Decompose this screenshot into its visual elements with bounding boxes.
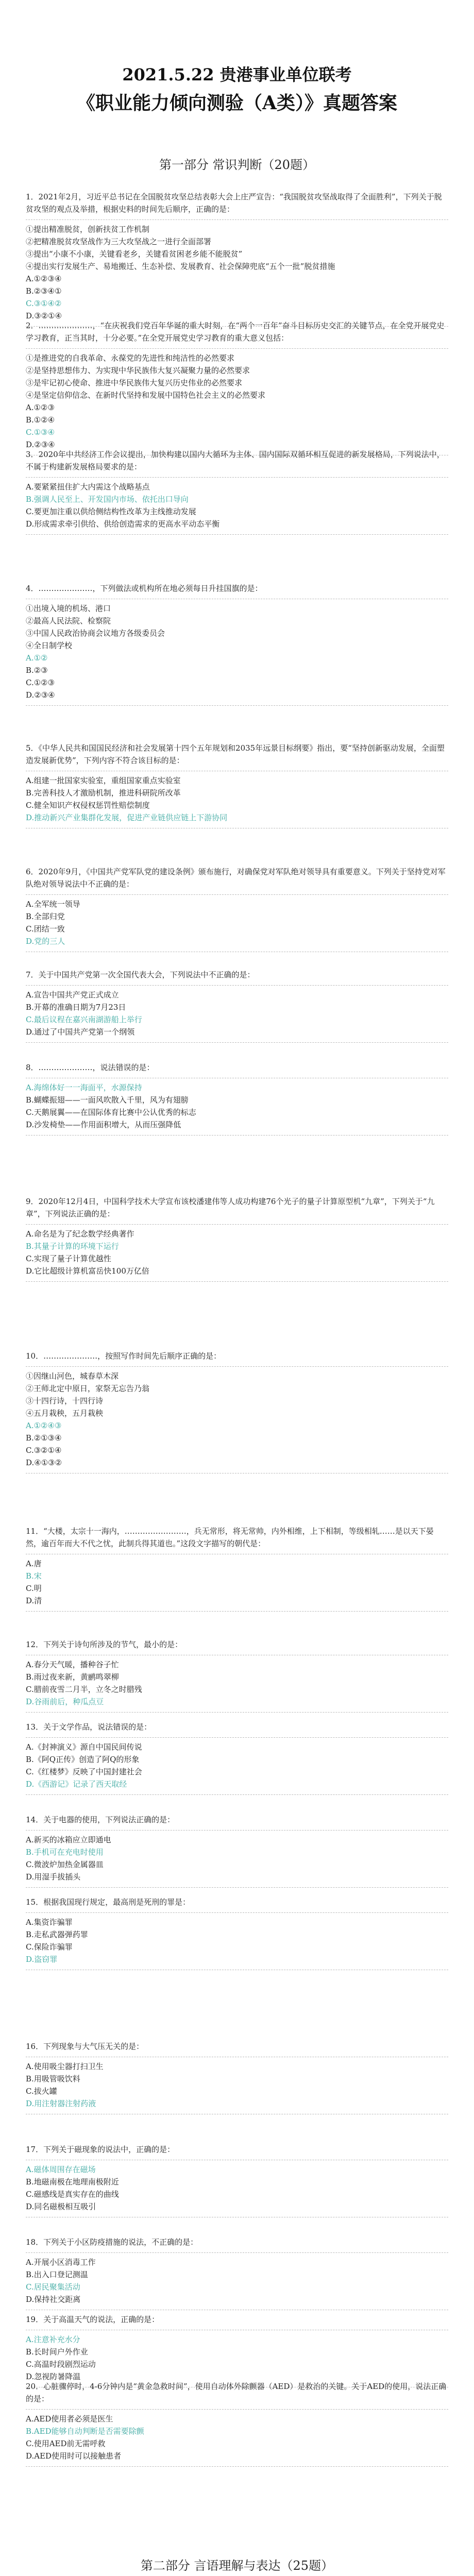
question-stem: 1．2021年2月，习近平总书记在全国脱贫攻坚总结表彰大会上庄严宣告：“我国脱贫攻坚战取得了全面胜利”，下列关于脱贫攻坚的观点及举措，根据史料的时间先后顺序，正确的是：: [26, 192, 442, 214]
question-11: [26, 1525, 448, 1615]
question-stem: 8．…………………，说法错误的是：: [26, 1063, 155, 1072]
answer-choice: A.开展小区消毒工作: [26, 2258, 96, 2267]
dashed-divider: [26, 1042, 448, 1043]
answer-choice: D.④①③②: [26, 1458, 62, 1467]
answer-choice: B.②①③④: [26, 1433, 62, 1443]
statement-item: ②把精准脱贫攻坚战作为三大攻坚战之一进行全面部署: [26, 237, 212, 246]
answer-choice: A.①②③: [26, 403, 55, 412]
answer-choice: B.雨过夜来新，黄鹂鸣翠柳: [26, 1672, 119, 1682]
answer-choice: C.团结一致: [26, 924, 65, 934]
answer-choice: B.②③: [26, 666, 48, 675]
question-9: [26, 1195, 448, 1285]
answer-choice: A.新买的冰箱应立即通电: [26, 1835, 111, 1844]
answer-choice: A.使用吸尘器打扫卫生: [26, 2062, 104, 2071]
question-7: [26, 969, 448, 1046]
answer-choice: B.出入口登记测温: [26, 2270, 88, 2279]
answer-choice: B.开幕的准确日期为7月23日: [26, 1003, 126, 1012]
answer-choice-correct: D.党的三人: [26, 937, 65, 946]
question-18: [26, 2236, 448, 2313]
answer-choice-correct: D.谷雨前后，种瓜点豆: [26, 1697, 104, 1706]
answer-choice-correct: A.①②: [26, 653, 48, 663]
answer-choice: C.天鹅展翼——在国际体育比赛中公认优秀的标志: [26, 1108, 196, 1117]
answer-choice-correct: B.AED能够自动判断是否需要除颤: [26, 2427, 144, 2436]
question-stem: 9．2020年12月4日，中国科学技术大学宣布该校潘建伟等人成功构建76个光子的量子计算原型机“九章”，下列关于“九章”，下列说法正确的是：: [26, 1197, 435, 1218]
dashed-divider: [26, 705, 448, 706]
answer-choice: A.命名是为了纪念数学经典著作: [26, 1229, 134, 1239]
answer-choice: A.宣告中国共产党正式成立: [26, 990, 119, 999]
question-15: [26, 1896, 448, 1973]
statement-item: ①因继山河色，城春草木深: [26, 1371, 119, 1381]
statement-item: ②王师北定中原日，家祭无忘告乃翁: [26, 1384, 150, 1393]
answer-choice-correct: B.其量子计算的环境下运行: [26, 1242, 119, 1251]
question-stem: 20．心脏骤停时，4-6分钟内是“黄金急救时间”，使用自动体外除颤器（AED）是救治的关键。关于AED的使用，说法正确的是：: [26, 2382, 447, 2403]
statement-item: ①提出精准脱贫，创新扶贫工作机制: [26, 225, 150, 234]
answer-choice: B.长时间户外作业: [26, 2347, 88, 2357]
answer-choice: B.全部归党: [26, 912, 65, 921]
answer-choice: D.沙发椅垫——作用面积增大，从而压强降低: [26, 1120, 181, 1129]
answer-choice: C.拔火罐: [26, 2087, 57, 2096]
answer-choice: D.它比超级计算机富岳快100万亿倍: [26, 1266, 149, 1276]
dashed-divider: [26, 1135, 448, 1136]
statement-item: ③中国人民政治协商会议地方各级委员会: [26, 629, 165, 638]
question-4: [26, 582, 448, 709]
answer-choice: B.用吸管吸饮料: [26, 2074, 80, 2083]
question-10: [26, 1350, 448, 1477]
answer-choice: A.AED使用者必须是医生: [26, 2414, 113, 2424]
part2-title: 第二部分 言语理解与表达（25题）: [140, 2558, 334, 2573]
answer-choice-correct: C.最后议程在嘉兴南湖游船上举行: [26, 1015, 142, 1024]
answer-choice-correct: B.强调人民至上、开发国内市场、依托出口导向: [26, 495, 189, 504]
answer-choice-correct: A.海绵体好一一海面平，水源保持: [26, 1083, 142, 1092]
answer-choice-correct: B.宋: [26, 1571, 42, 1581]
statement-item: ③十四行诗，十四行诗: [26, 1396, 104, 1405]
question-stem: 18．下列关于小区防疫措施的说法，不正确的是：: [26, 2238, 198, 2247]
answer-choice: C.实现了量子计算优越性: [26, 1254, 111, 1263]
dashed-divider: [26, 534, 448, 535]
question-5: [26, 742, 448, 832]
answer-choice: B.②③④①: [26, 286, 62, 296]
dashed-divider: [26, 219, 448, 220]
question-3: [26, 448, 448, 538]
answer-choice: B.《阿Q正传》创造了阿Q的形象: [26, 1755, 140, 1764]
answer-choice-correct: C.③①④②: [26, 299, 62, 308]
part1-title: 第一部分 常识判断（20题）: [159, 158, 315, 172]
question-12: [26, 1638, 448, 1716]
doc-title-line1: 2021.5.22 贵港事业单位联考: [122, 65, 352, 84]
answer-choice-correct: D.用注射器注射药液: [26, 2099, 96, 2108]
statement-item: ④五月栽秧，五月栽秧: [26, 1409, 104, 1418]
answer-choice: D.AED使用时可以接触患者: [26, 2451, 122, 2461]
dashed-divider: [26, 985, 448, 986]
answer-choice: D.清: [26, 1596, 42, 1605]
question-8: [26, 1061, 448, 1139]
question-stem: 19．关于高温天气的说法，正确的是：: [26, 2315, 160, 2324]
dashed-divider: [26, 1794, 448, 1795]
answer-choice-correct: A.注意补充水分: [26, 2335, 80, 2344]
question-stem: 10．…………………，按照写作时间先后顺序正确的是：: [26, 1351, 222, 1361]
answer-choice: D.保持社交距离: [26, 2295, 81, 2304]
answer-choice-correct: C.居民聚集活动: [26, 2282, 80, 2292]
statement-item: ③是牢记初心使命、推进中华民族伟大复兴历史伟业的必然要求: [26, 378, 243, 387]
question-stem: 16．下列现象与大气压无关的是：: [26, 2042, 144, 2051]
statement-item: ③提出“小康不小康，关键看老乡，关键看贫困老乡能不能脱贫”: [26, 249, 243, 259]
question-stem: 5．《中华人民共和国国民经济和社会发展第十四个五年规划和2035年远景目标纲要》指出，要“坚持创新驱动发展，全面塑造发展新优势”，下列内容不符合该目标的是：: [26, 743, 445, 765]
dashed-divider: [26, 1737, 448, 1738]
doc-title-line2: 《职业能力倾向测验（A类）》真题答案: [77, 92, 397, 114]
question-stem: 12．下列关于诗句所涉及的节气，最小的是：: [26, 1640, 183, 1649]
question-stem: 2．…………………，“在庆祝我们党百年华诞的重大时刻，在“两个一百年”奋斗目标历史交汇的关键节点，在全党开展党史学习教育，正当其时，十分必要。”在全党开展党史学习教育的重大意义包括：: [26, 321, 445, 343]
dashed-divider: [26, 1912, 448, 1913]
answer-choice: D.③②①④: [26, 311, 62, 320]
answer-choice-correct: A.磁体周围存在磁场: [26, 2165, 96, 2174]
answer-choice: A.组建一批国家实验室，重组国家重点实验室: [26, 776, 181, 785]
answer-choice: D.形成需求牵引供给、供给创造需求的更高水平动态平衡: [26, 519, 220, 529]
question-stem: 17．下列关于磁现象的说法中，正确的是：: [26, 2145, 175, 2154]
question-13: [26, 1721, 448, 1798]
answer-choice: B.完善科技人才激励机制，推进科研院所改革: [26, 788, 181, 798]
question-stem: 7．关于中国共产党第一次全国代表大会，下列说法中不正确的是：: [26, 970, 255, 979]
answer-choice: D.②③④: [26, 440, 55, 449]
answer-choice: C.①②③: [26, 678, 55, 687]
dashed-divider: [26, 1611, 448, 1612]
answer-choice: D.忽视防暑降温: [26, 2372, 81, 2381]
answer-choice: C.腊前夜雪二月半，立冬之时腊残: [26, 1685, 142, 1694]
statement-item: ④是坚定信仰信念、在新时代坚持和发展中国特色社会主义的必然要求: [26, 391, 266, 400]
answer-choice: B.地磁南极在地理南极附近: [26, 2177, 119, 2187]
answer-choice: A.集资诈骗罪: [26, 1918, 73, 1927]
answer-choice: A.春分天气暖，播种谷子忙: [26, 1660, 119, 1669]
dashed-divider: [26, 1366, 448, 1367]
dashed-divider: [26, 477, 448, 478]
answer-choice: C.《红楼梦》反映了中国封建社会: [26, 1767, 142, 1776]
answer-choice: C.微波炉加热金属器皿: [26, 1860, 104, 1869]
question-20: [26, 2380, 448, 2470]
question-1: [26, 191, 448, 330]
question-stem: 6．2020年9月，《中国共产党军队党的建设条例》颁布施行，对确保党对军队绝对领导具有重要意义。下列关于坚持党对军队绝对领导说法中不正确的是：: [26, 867, 446, 889]
question-stem: 3．2020年中共经济工作会议提出，加快构建以国内大循环为主体、国内国际双循环相互促进的新发展格局，下列说法中，不属于构建新发展格局要求的是：: [26, 450, 445, 471]
answer-choice: C.使用AED前无需呼救: [26, 2439, 106, 2448]
question-stem: 15．根据我国现行规定，最高刑是死刑的罪是：: [26, 1897, 191, 1907]
answer-choice: D.②③④: [26, 690, 55, 700]
question-6: [26, 866, 448, 955]
answer-choice: D.同名磁极相互吸引: [26, 2202, 96, 2211]
dashed-divider: [26, 1830, 448, 1831]
answer-choice: D.用湿手拔插头: [26, 1872, 81, 1882]
answer-choice: B.蝴蝶振翅——一面风吹散入千里，风为有翅膀: [26, 1095, 189, 1105]
dashed-divider: [26, 894, 448, 895]
question-14: [26, 1814, 448, 1891]
question-stem: 13．关于文学作品，说法错误的是：: [26, 1722, 152, 1732]
answer-choice: C.健全知识产权侵权惩罚性赔偿制度: [26, 801, 150, 810]
dashed-divider: [26, 1887, 448, 1888]
answer-choice: A.《封神演义》源自中国民间传说: [26, 1742, 142, 1752]
answer-choice: C.明: [26, 1584, 42, 1593]
statement-item: ①出境入境的机场、港口: [26, 604, 111, 613]
question-19: [26, 2313, 448, 2391]
answer-choice-correct: D.盗窃罪: [26, 1955, 58, 1964]
answer-choice: D.通过了中国共产党第一个纲领: [26, 1027, 135, 1037]
answer-choice: C.③②①④: [26, 1446, 62, 1455]
answer-choice-correct: B.手机可在充电时使用: [26, 1848, 104, 1857]
answer-choice: C.要更加注重以供给侧结构性改革为主线推动发展: [26, 507, 196, 516]
statement-item: ②最高人民法院、检察院: [26, 616, 111, 625]
answer-choice-correct: D.推动新兴产业集群化发展，促进产业链供应链上下游协同: [26, 813, 228, 822]
statement-item: ①是推进党的自我革命、永葆党的先进性和纯洁性的必然要求: [26, 353, 235, 363]
dashed-divider: [26, 2466, 448, 2467]
answer-choice: A.唐: [26, 1559, 42, 1568]
question-stem: 14．关于电器的使用，下列说法正确的是：: [26, 1815, 175, 1824]
answer-choice: B.①②④: [26, 415, 55, 425]
answer-choice: B.走私武器弹药罪: [26, 1930, 88, 1939]
answer-choice-correct: D.《西游记》记录了西天取经: [26, 1780, 127, 1789]
answer-choice-correct: A.①②④③: [26, 1421, 62, 1430]
statement-item: ④提出实行发展生产、易地搬迁、生态补偿、发展教育、社会保障兜底“五个一批”脱贫措施: [26, 262, 335, 271]
question-stem: 4．…………………，下列做法或机构所在地必须每日升挂国旗的是：: [26, 584, 263, 593]
answer-choice: A.要紧紧扭住扩大内需这个战略基点: [26, 482, 150, 492]
answer-choice: A.全军统一领导: [26, 900, 80, 909]
answer-choice: A.①②③④: [26, 274, 62, 283]
dashed-divider: [26, 2252, 448, 2253]
answer-choice: C.高温时段剧烈运动: [26, 2360, 96, 2369]
answer-choice: C.磁感线是真实存在的曲线: [26, 2190, 119, 2199]
answer-choice-correct: C.①③④: [26, 428, 55, 437]
statement-item: ②是坚持思想伟力、为实现中华民族伟大复兴凝聚力量的必然要求: [26, 366, 250, 375]
question-2: [26, 319, 448, 459]
dashed-divider: [26, 348, 448, 349]
answer-choice: C.保险诈骗罪: [26, 1942, 73, 1952]
question-stem: 11．“大楼，太宗十一海内，……………………，兵无常形，将无常帅，内外相维，上下相制，等级相轧……是以天下晏然，逾百年而大不代之忧，此制兵得其道也。”这段文字描写的朝代是：: [26, 1527, 434, 1548]
dashed-divider: [26, 1281, 448, 1282]
dashed-divider: [26, 1712, 448, 1713]
question-16: [26, 2040, 448, 2117]
statement-item: ④全日制学校: [26, 641, 73, 650]
dashed-divider: [26, 2409, 448, 2410]
dashed-divider: [26, 1224, 448, 1225]
question-17: [26, 2143, 448, 2221]
